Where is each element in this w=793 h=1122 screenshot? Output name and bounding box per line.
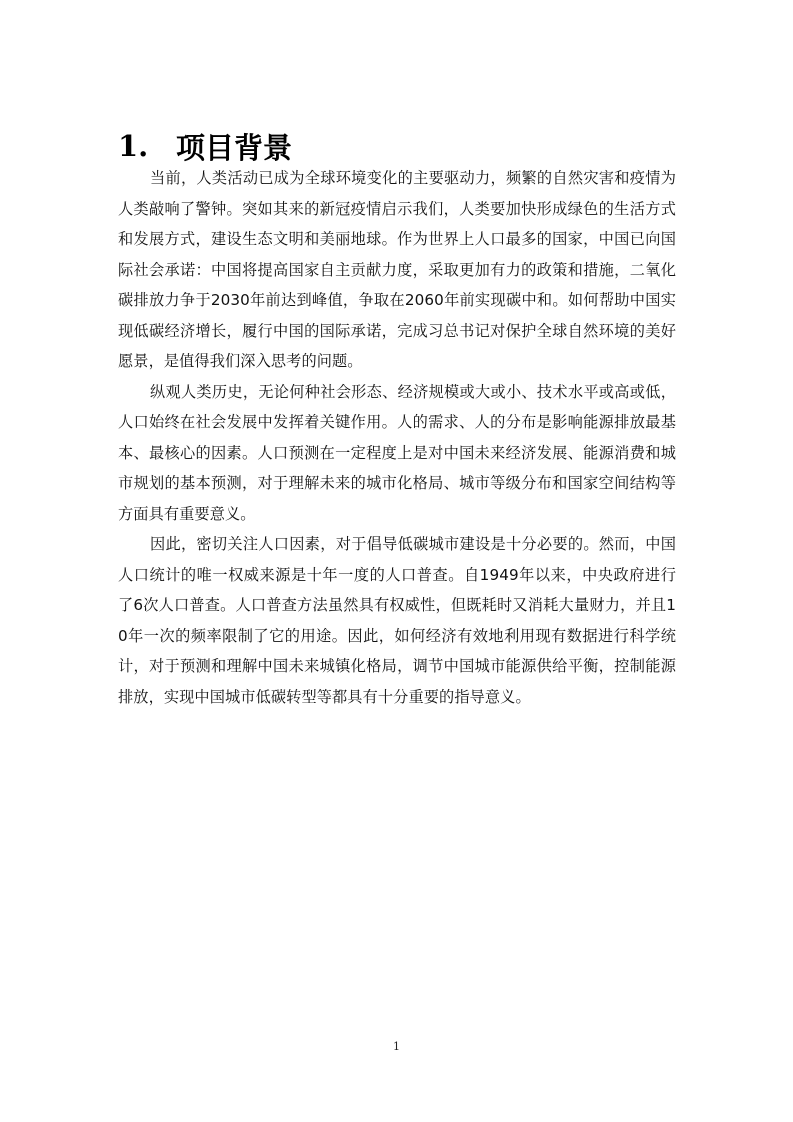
body-text	[118, 163, 676, 712]
page-number: 1	[393, 1040, 400, 1053]
paragraph-2: 纵观人类历史，无论何种社会形态、经济规模或大或小、技术水平或高或低，人口始终在社会发展中发挥着关键作用。人的需求、人的分布是影响能源排放最基本、最核心的因素。人口预测在一定程度上是对中国未来经济发展、能源消费和城市规划的基本预测，对于理解未来的城市化格局、城市等级分布和国家空间结构等方面具有重要意义。	[118, 382, 676, 523]
paragraph-3: 因此，密切关注人口因素，对于倡导低碳城市建设是十分必要的。然而，中国人口统计的唯一权威来源是十年一度的人口普查。自1949年以来，中央政府进行了6次人口普查。人口普查方法虽然具有权威性，但既耗时又消耗大量财力，并且10年一次的频率限制了它的用途。因此，如何经济有效地利用现有数据进行科学统计，对于预测和理解中国未来城镇化格局，调节中国城市能源供给平衡，控制能源排放，实现中国城市低碳转型等都具有十分重要的指导意义。	[118, 535, 676, 706]
section-title: 项目背景	[176, 130, 293, 165]
section-heading	[118, 124, 678, 168]
paragraph-1: 当前，人类活动已成为全球环境变化的主要驱动力，频繁的自然灾害和疫情为人类敲响了警钟。突如其来的新冠疫情启示我们，人类要加快形成绿色的生活方式和发展方式，建设生态文明和美丽地球。作为世界上人口最多的国家，中国已向国际社会承诺：中国将提高国家自主贡献力度，采取更加有力的政策和措施，二氧化碳排放力争于2030年前达到峰值，争取在2060年前实现碳中和。如何帮助中国实现低碳经济增长，履行中国的国际承诺，完成习总书记对保护全球自然环境的美好愿景，是值得我们深入思考的问题。	[118, 169, 676, 370]
section-number: 1.	[118, 129, 149, 163]
